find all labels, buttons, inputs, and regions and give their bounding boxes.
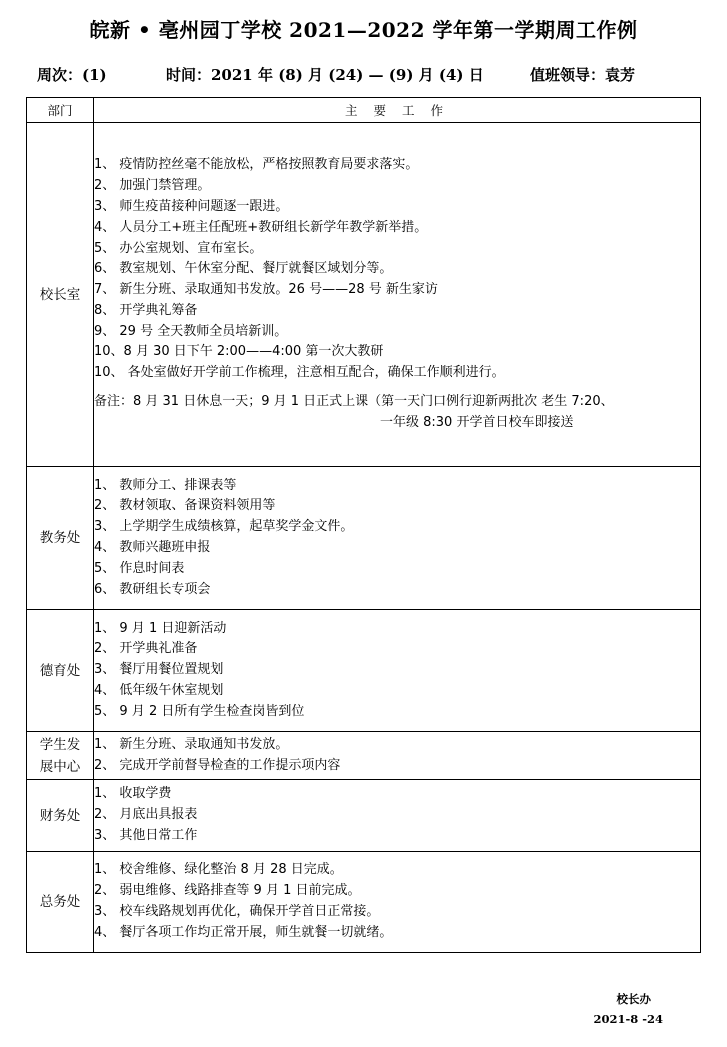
dept-cell: 教务处 (27, 467, 94, 610)
list-item: 1、 9 月 1 日迎新活动 (94, 620, 227, 636)
table-row (27, 780, 701, 852)
list-item: 10、 各处室做好开学前工作梳理，注意相互配合，确保工作顺利进行。 (94, 365, 505, 381)
list-item: 4、 餐厅各项工作均正常开展，师生就餐一切就绪。 (94, 924, 393, 940)
document-title: 皖新 • 亳州园丁学校 2021—2022 学年第一学期周工作例 (89, 18, 638, 42)
work-cell (94, 123, 701, 467)
dept-cell: 财务处 (27, 780, 94, 852)
list-item: 2、 弱电维修、线路排查等 9 月 1 日前完成。 (94, 883, 361, 899)
list-item: 4、 教师兴趣班申报 (94, 540, 211, 555)
table-row (27, 732, 701, 780)
dept-cell: 校长室 (27, 123, 94, 467)
list-item: 2、 月底出具报表 (94, 807, 198, 823)
dept-label-line: 学生发 (39, 736, 81, 753)
table-header-row (27, 98, 701, 123)
table-row (27, 852, 701, 953)
list-item: 10、8 月 30 日下午 2:00——4:00 第一次大教研 (94, 344, 384, 360)
list-item: 2、 教材领取、备课资料领用等 (94, 498, 276, 514)
list-item: 1、 教师分工、排课表等 (94, 477, 237, 493)
list-item: 2、 加强门禁管理。 (94, 178, 211, 194)
work-cell (94, 732, 701, 780)
list-item: 4、 低年级午休室规划 (94, 682, 224, 698)
weekly-work-table (26, 97, 701, 953)
list-item: 2、 开学典礼准备 (94, 641, 198, 657)
header-dept: 部门 (27, 98, 94, 123)
list-item: 9、 29 号 全天教师全员培新训。 (94, 323, 288, 339)
list-item: 5、 作息时间表 (94, 560, 185, 576)
issuing-office: 校长办 (616, 992, 651, 1006)
work-cell (94, 467, 701, 610)
table-row (27, 610, 701, 732)
table-row (27, 467, 701, 610)
list-item: 4、 人员分工+班主任配班+教研组长新学年教学新举措。 (94, 219, 428, 235)
list-item: 3、 校车线路规划再优化，确保开学首日正常接。 (94, 904, 380, 919)
remark-line: 一年级 8:30 开学首日校车即接送 (380, 414, 574, 430)
list-item: 3、 其他日常工作 (94, 827, 198, 843)
dept-label-line: 展中心 (39, 758, 81, 775)
list-item: 1、 校舍维修、绿化整治 8 月 28 日完成。 (94, 862, 343, 878)
week-number: 周次：(1) (37, 66, 107, 84)
list-item: 1、 收取学费 (94, 786, 172, 802)
list-item: 6、 教研组长专项会 (94, 581, 211, 597)
list-item: 1、 新生分班、录取通知书发放。 (94, 736, 289, 752)
dept-cell (27, 732, 94, 780)
list-item: 2、 完成开学前督导检查的工作提示项内容 (94, 757, 341, 773)
list-item: 3、 上学期学生成绩核算，起草奖学金文件。 (94, 519, 354, 535)
list-item: 8、 开学典礼筹备 (94, 302, 198, 318)
work-cell (94, 610, 701, 732)
list-item: 1、 疫情防控丝毫不能放松，严格按照教育局要求落实。 (94, 157, 419, 173)
list-item: 5、 办公室规划、宣布室长。 (94, 240, 263, 256)
duty-leader: 值班领导：袁芳 (530, 66, 636, 84)
time-range: 时间：2021 年 (8) 月 (24) — (9) 月 (4) 日 (166, 66, 484, 84)
list-item: 3、 餐厅用餐位置规划 (94, 662, 224, 678)
remark (94, 392, 700, 434)
dept-cell: 德育处 (27, 610, 94, 732)
dept-cell: 总务处 (27, 852, 94, 953)
list-item: 7、 新生分班、录取通知书发放。26 号——28 号 新生家访 (94, 282, 438, 298)
remark-line: 备注：8 月 31 日休息一天；9 月 1 日正式上课（第一天门口例行迎新两批次 老生 7:20、 (94, 394, 614, 410)
work-cell (94, 780, 701, 852)
table-row (27, 123, 701, 467)
issue-date: 2021-8 -24 (593, 1012, 663, 1026)
list-item: 5、 9 月 2 日所有学生检查岗皆到位 (94, 703, 305, 719)
work-cell (94, 852, 701, 953)
header-work: 主 要 工 作 (94, 98, 701, 123)
list-item: 6、 教室规划、午休室分配、餐厅就餐区域划分等。 (94, 261, 393, 277)
list-item: 3、 师生疫苗接种问题逐一跟进。 (94, 198, 289, 214)
